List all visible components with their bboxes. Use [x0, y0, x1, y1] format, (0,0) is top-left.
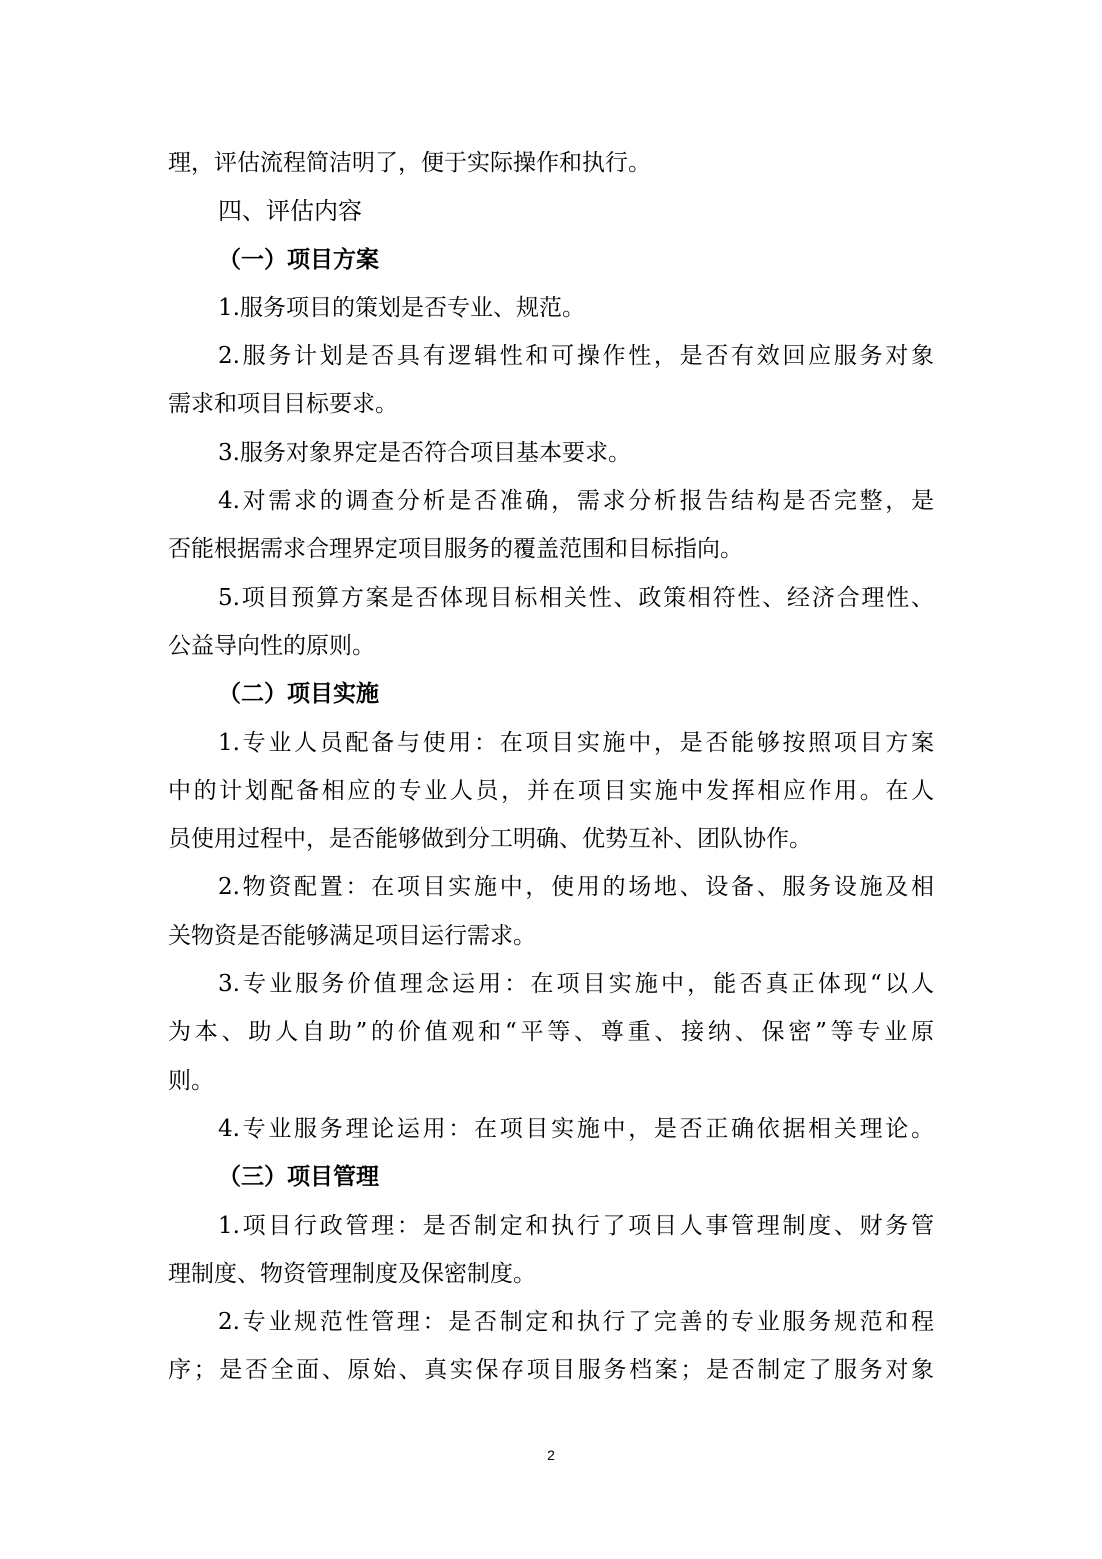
list-item: 2.服务计划是否具有逻辑性和可操作性，是否有效回应服务对象	[218, 343, 934, 370]
paragraph-line: 需求和项目目标要求。	[168, 391, 398, 418]
list-item: 1.专业人员配备与使用：在项目实施中，是否能够按照项目方案	[218, 729, 934, 756]
list-item: 4.对需求的调查分析是否准确，需求分析报告结构是否完整，是	[218, 488, 934, 515]
paragraph-line: 中的计划配备相应的专业人员，并在项目实施中发挥相应作用。在人	[168, 777, 934, 804]
document-body	[168, 139, 934, 1395]
section-heading: 四、评估内容	[218, 197, 362, 226]
list-item: 5.项目预算方案是否体现目标相关性、政策相符性、经济合理性、	[218, 584, 934, 611]
subsection-heading: （一）项目方案	[218, 245, 379, 273]
list-item: 3.专业服务价值理念运用：在项目实施中，能否真正体现“以人	[218, 971, 934, 998]
page-number: 2	[547, 1447, 555, 1463]
list-item: 2.物资配置：在项目实施中，使用的场地、设备、服务设施及相	[218, 874, 934, 901]
paragraph-line: 理，评估流程简洁明了，便于实际操作和执行。	[168, 150, 651, 176]
paragraph-line: 理制度、物资管理制度及保密制度。	[168, 1260, 536, 1287]
paragraph-line: 关物资是否能够满足项目运行需求。	[168, 922, 536, 949]
list-item: 3.服务对象界定是否符合项目基本要求。	[218, 439, 631, 466]
list-item: 4.专业服务理论运用：在项目实施中，是否正确依据相关理论。	[218, 1115, 934, 1142]
subsection-heading: （二）项目实施	[218, 680, 379, 708]
paragraph-line: 员使用过程中，是否能够做到分工明确、优势互补、团队协作。	[168, 826, 812, 853]
paragraph-line: 否能根据需求合理界定项目服务的覆盖范围和目标指向。	[168, 536, 743, 563]
list-item: 1.项目行政管理：是否制定和执行了项目人事管理制度、财务管	[218, 1212, 934, 1239]
paragraph-line: 序；是否全面、原始、真实保存项目服务档案；是否制定了服务对象	[168, 1357, 934, 1384]
paragraph-line: 公益导向性的原则。	[168, 632, 375, 659]
list-item: 1.服务项目的策划是否专业、规范。	[218, 294, 585, 321]
paragraph-line: 则。	[168, 1067, 214, 1094]
subsection-heading: （三）项目管理	[218, 1163, 379, 1191]
list-item: 2.专业规范性管理：是否制定和执行了完善的专业服务规范和程	[218, 1309, 934, 1336]
paragraph-line: 为本、助人自助”的价值观和“平等、尊重、接纳、保密”等专业原	[168, 1019, 934, 1046]
